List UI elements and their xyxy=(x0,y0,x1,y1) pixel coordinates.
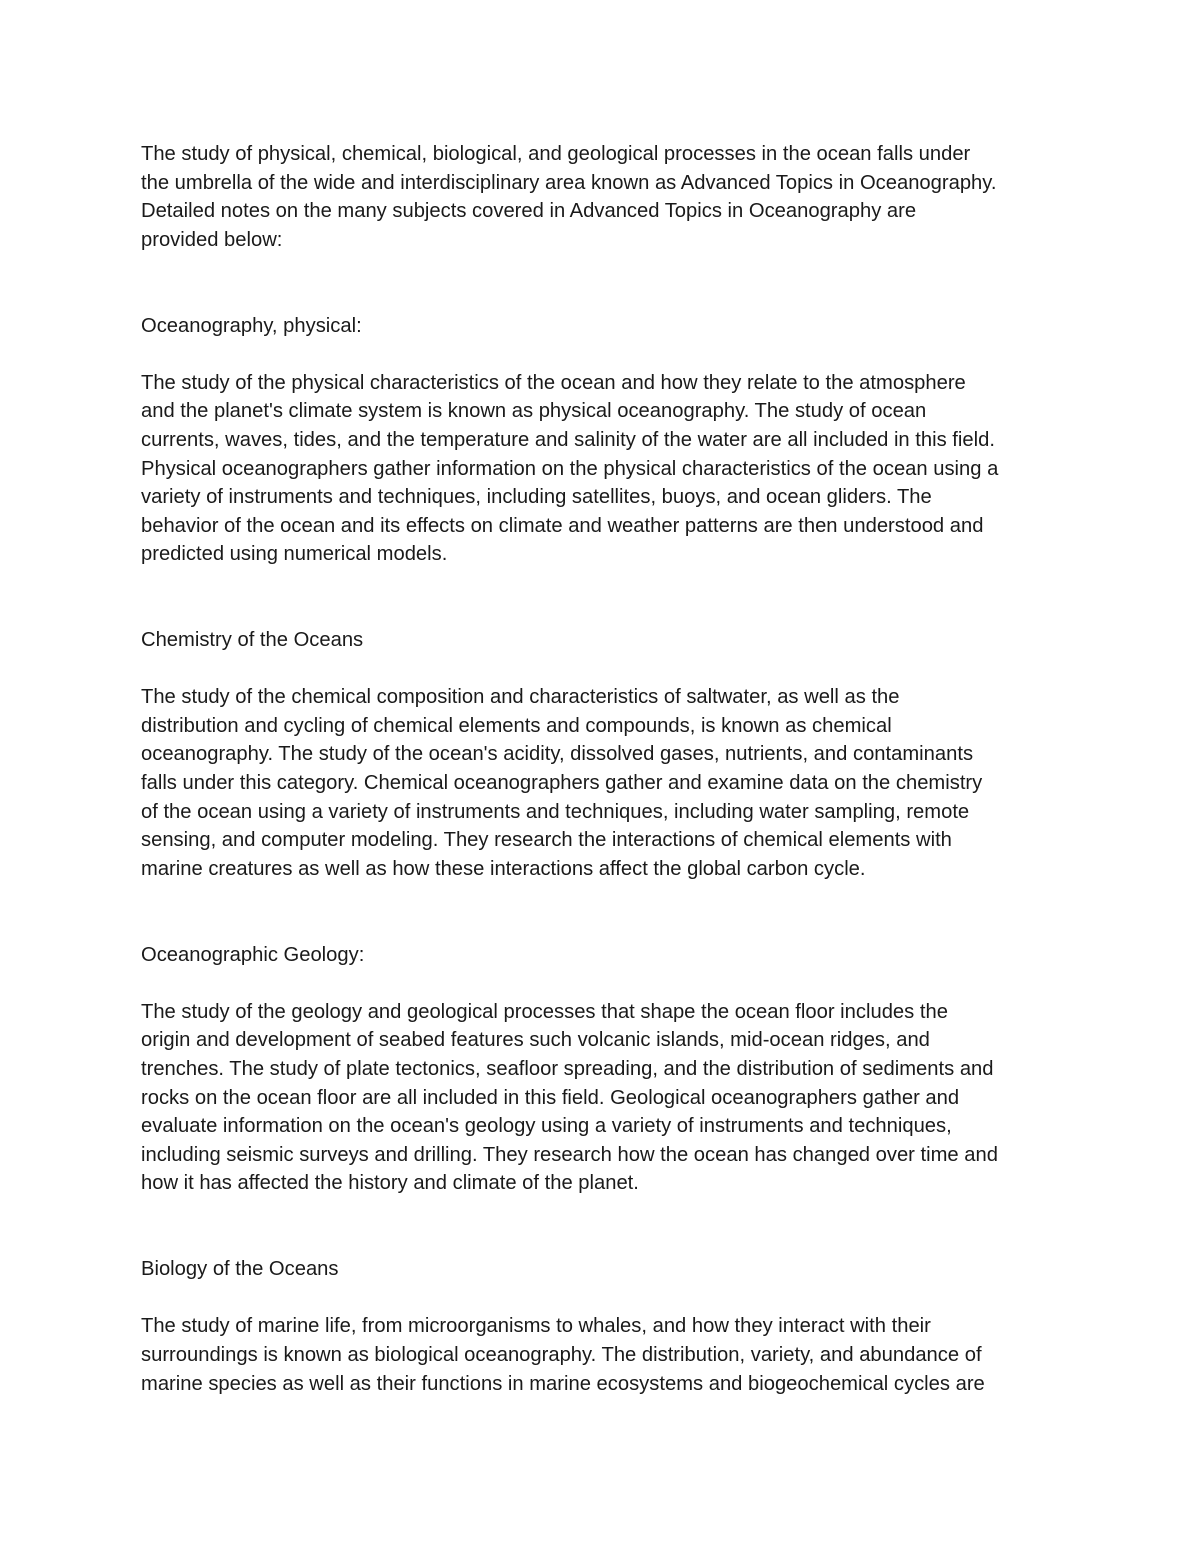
paragraph-line: oceanography. The study of the ocean's acidity, dissolved gases, nutrients, and contaminants xyxy=(141,743,974,766)
intro-line: provided below: xyxy=(141,228,283,251)
paragraph-line: currents, waves, tides, and the temperature and salinity of the water are all included in this field. xyxy=(141,428,995,451)
section-heading-geology: Oceanographic Geology: xyxy=(141,943,365,966)
paragraph-line: falls under this category. Chemical oceanographers gather and examine data on the chemistry xyxy=(141,772,983,795)
paragraph-line: behavior of the ocean and its effects on climate and weather patterns are then understood and xyxy=(141,514,984,537)
spacer xyxy=(141,569,1071,626)
paragraph-line: of the ocean using a variety of instruments and techniques, including water sampling, remote xyxy=(141,800,970,823)
paragraph-line: and the planet's climate system is known as physical oceanography. The study of ocean xyxy=(141,400,927,423)
paragraph-line: origin and development of seabed features such volcanic islands, mid-ocean ridges, and xyxy=(141,1029,930,1052)
paragraph-line: marine species as well as their functions in marine ecosystems and biogeochemical cycles are xyxy=(141,1372,985,1395)
paragraph-line: evaluate information on the ocean's geology using a variety of instruments and techniques, xyxy=(141,1115,952,1138)
paragraph-line: rocks on the ocean floor are all included in this field. Geological oceanographers gather and xyxy=(141,1086,960,1109)
paragraph-line: marine creatures as well as how these interactions affect the global carbon cycle. xyxy=(141,857,866,880)
section-paragraph-chemistry xyxy=(141,683,1071,883)
paragraph-line: sensing, and computer modeling. They research the interactions of chemical elements with xyxy=(141,829,952,852)
paragraph-line: trenches. The study of plate tectonics, seafloor spreading, and the distribution of sediments and xyxy=(141,1058,994,1080)
spacer xyxy=(141,969,1071,998)
paragraph-line: including seismic surveys and drilling. They research how the ocean has changed over time and xyxy=(141,1143,998,1166)
section-heading-chemistry: Chemistry of the Oceans xyxy=(141,629,364,652)
intro-paragraph xyxy=(141,140,1071,254)
paragraph-line: variety of instruments and techniques, including satellites, buoys, and ocean gliders. The xyxy=(141,486,932,509)
spacer xyxy=(141,883,1071,940)
paragraph-line: predicted using numerical models. xyxy=(141,543,448,566)
section-paragraph-biology xyxy=(141,1312,1071,1398)
document-body xyxy=(141,140,1071,1398)
paragraph-line: The study of the physical characteristics of the ocean and how they relate to the atmosphere xyxy=(141,371,966,394)
spacer xyxy=(141,1198,1071,1255)
paragraph-line: Physical oceanographers gather information on the physical characteristics of the ocean using a xyxy=(141,457,999,480)
intro-line: The study of physical, chemical, biological, and geological processes in the ocean falls under xyxy=(141,143,971,165)
intro-line: the umbrella of the wide and interdisciplinary area known as Advanced Topics in Oceanography. xyxy=(141,171,997,194)
section-heading-physical: Oceanography, physical: xyxy=(141,314,362,337)
paragraph-line: how it has affected the history and climate of the planet. xyxy=(141,1172,639,1195)
section-heading-biology: Biology of the Oceans xyxy=(141,1258,339,1281)
paragraph-line: The study of the chemical composition and characteristics of saltwater, as well as the xyxy=(141,686,900,709)
paragraph-line: surroundings is known as biological oceanography. The distribution, variety, and abundance of xyxy=(141,1343,982,1366)
spacer xyxy=(141,254,1071,311)
paragraph-line: distribution and cycling of chemical elements and compounds, is known as chemical xyxy=(141,714,892,737)
paragraph-line: The study of marine life, from microorganisms to whales, and how they interact with their xyxy=(141,1315,931,1338)
section-paragraph-geology xyxy=(141,998,1071,1198)
intro-line: Detailed notes on the many subjects covered in Advanced Topics in Oceanography are xyxy=(141,200,917,223)
spacer xyxy=(141,340,1071,369)
spacer xyxy=(141,1284,1071,1313)
paragraph-line: The study of the geology and geological processes that shape the ocean floor includes the xyxy=(141,1000,948,1023)
spacer xyxy=(141,655,1071,684)
section-paragraph-physical xyxy=(141,369,1071,569)
